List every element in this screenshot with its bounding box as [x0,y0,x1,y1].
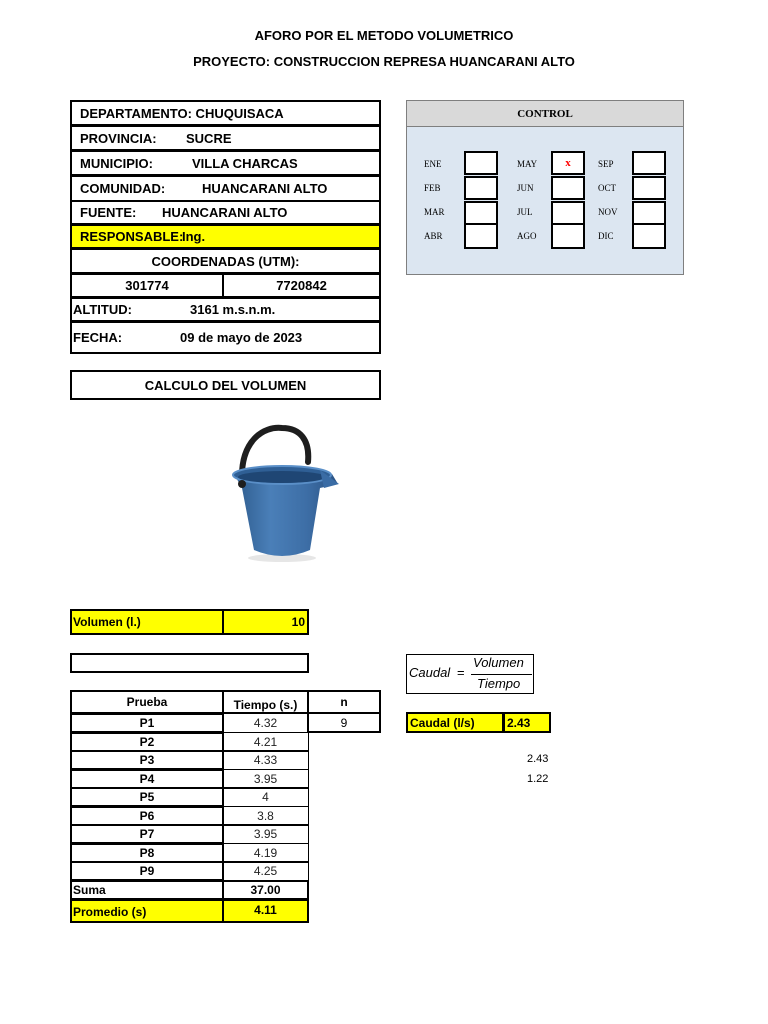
month-box-dic[interactable] [632,223,666,249]
month-label-jul: JUL [517,207,533,217]
trial-tiempo: 4.21 [222,732,309,752]
bucket-image [220,422,344,564]
calculo-volumen-title: CALCULO DEL VOLUMEN [70,370,381,400]
month-box-jul[interactable] [551,201,585,225]
provincia-value: SUCRE [186,130,232,146]
caudal-value: 2.43 [503,712,551,733]
month-label-may: MAY [517,159,538,169]
month-label-abr: ABR [424,231,443,241]
trial-tiempo: 3.95 [222,824,309,844]
month-box-oct[interactable] [632,176,666,200]
month-box-feb[interactable] [464,176,498,200]
formula-numerator: Volumen [473,655,524,670]
promedio-value: 4.11 [222,899,309,923]
month-label-feb: FEB [424,183,441,193]
fecha-row [70,321,381,354]
trial-tiempo: 4.19 [222,843,309,863]
trial-prueba: P1 [70,713,224,733]
suma-label: Suma [70,880,224,900]
volumen-label: Volumen (l.) [70,609,224,635]
suma-value: 37.00 [222,880,309,900]
altitud-value: 3161 m.s.n.m. [190,302,276,317]
altitud-row [70,297,381,322]
month-box-ene[interactable] [464,151,498,175]
trial-prueba: P3 [70,750,224,770]
empty-box [70,653,309,673]
trial-prueba: P2 [70,732,224,752]
page-title: AFORO POR EL METODO VOLUMETRICO [254,28,514,43]
month-label-nov: NOV [598,207,618,217]
month-label-mar: MAR [424,207,445,217]
coordenadas-header: COORDENADAS (UTM): [70,248,381,274]
project-title: PROYECTO: CONSTRUCCION REPRESA HUANCARANI ALTO [193,54,575,69]
municipio-row [70,150,381,176]
month-label-ene: ENE [424,159,442,169]
control-title: CONTROL [407,101,683,127]
altitud-label: ALTITUD: [73,302,132,317]
trial-prueba: P4 [70,769,224,789]
trial-prueba: P9 [70,861,224,881]
header-prueba: Prueba [70,690,224,714]
month-label-sep: SEP [598,159,614,169]
provincia-row [70,125,381,151]
month-box-sep[interactable] [632,151,666,175]
caudal-formula [406,654,534,694]
month-box-mar[interactable] [464,201,498,225]
formula-fraction-bar [471,674,532,675]
trial-tiempo: 3.95 [222,769,309,789]
fecha-value: 09 de mayo de 2023 [180,330,303,345]
month-box-ago[interactable] [551,223,585,249]
n-value: 9 [307,712,381,733]
formula-equals: = [457,665,465,680]
trial-tiempo: 4.32 [222,713,309,733]
month-box-nov[interactable] [632,201,666,225]
header-tiempo: Tiempo (s.) [222,690,309,714]
volumen-value: 10 [222,609,309,635]
month-label-oct: OCT [598,183,616,193]
month-mark-may: x [565,157,571,169]
formula-denominator: Tiempo [477,676,521,691]
coord-y: 7720842 [222,273,381,298]
responsable-value: Ing. [182,229,206,244]
trial-tiempo: 4 [222,787,309,807]
trial-prueba: P7 [70,824,224,844]
coord-x: 301774 [70,273,224,298]
caudal-extra-1: 2.43 [527,753,549,765]
month-label-dic: DIC [598,231,614,241]
fuente-row [70,200,381,225]
month-label-jun: JUN [517,183,534,193]
month-box-jun[interactable] [551,176,585,200]
control-panel [406,100,684,275]
comunidad-value: HUANCARANI ALTO [202,181,328,196]
departamento-row: DEPARTAMENTO: CHUQUISACA [70,100,381,126]
trial-prueba: P6 [70,806,224,826]
caudal-extra-2: 1.22 [527,773,549,785]
comunidad-label: COMUNIDAD: [80,181,166,196]
responsable-row [70,224,381,249]
header-n: n [307,690,381,714]
month-label-ago: AGO [517,231,537,241]
trial-prueba: P8 [70,843,224,863]
fuente-value: HUANCARANI ALTO [162,205,288,220]
fuente-label: FUENTE: [80,205,137,220]
provincia-label: PROVINCIA: [80,130,157,146]
fecha-label: FECHA: [73,330,123,345]
municipio-label: MUNICIPIO: [80,155,153,171]
trial-prueba: P5 [70,787,224,807]
trial-tiempo: 3.8 [222,806,309,826]
comunidad-row [70,175,381,202]
trial-tiempo: 4.33 [222,750,309,770]
promedio-label: Promedio (s) [70,899,224,923]
trial-tiempo: 4.25 [222,861,309,881]
month-box-abr[interactable] [464,223,498,249]
formula-lhs: Caudal [409,665,451,680]
month-box-may[interactable] [551,151,585,175]
municipio-value: VILLA CHARCAS [192,155,298,171]
caudal-label: Caudal (l/s) [406,712,504,733]
responsable-label: RESPONSABLE: [80,229,184,244]
